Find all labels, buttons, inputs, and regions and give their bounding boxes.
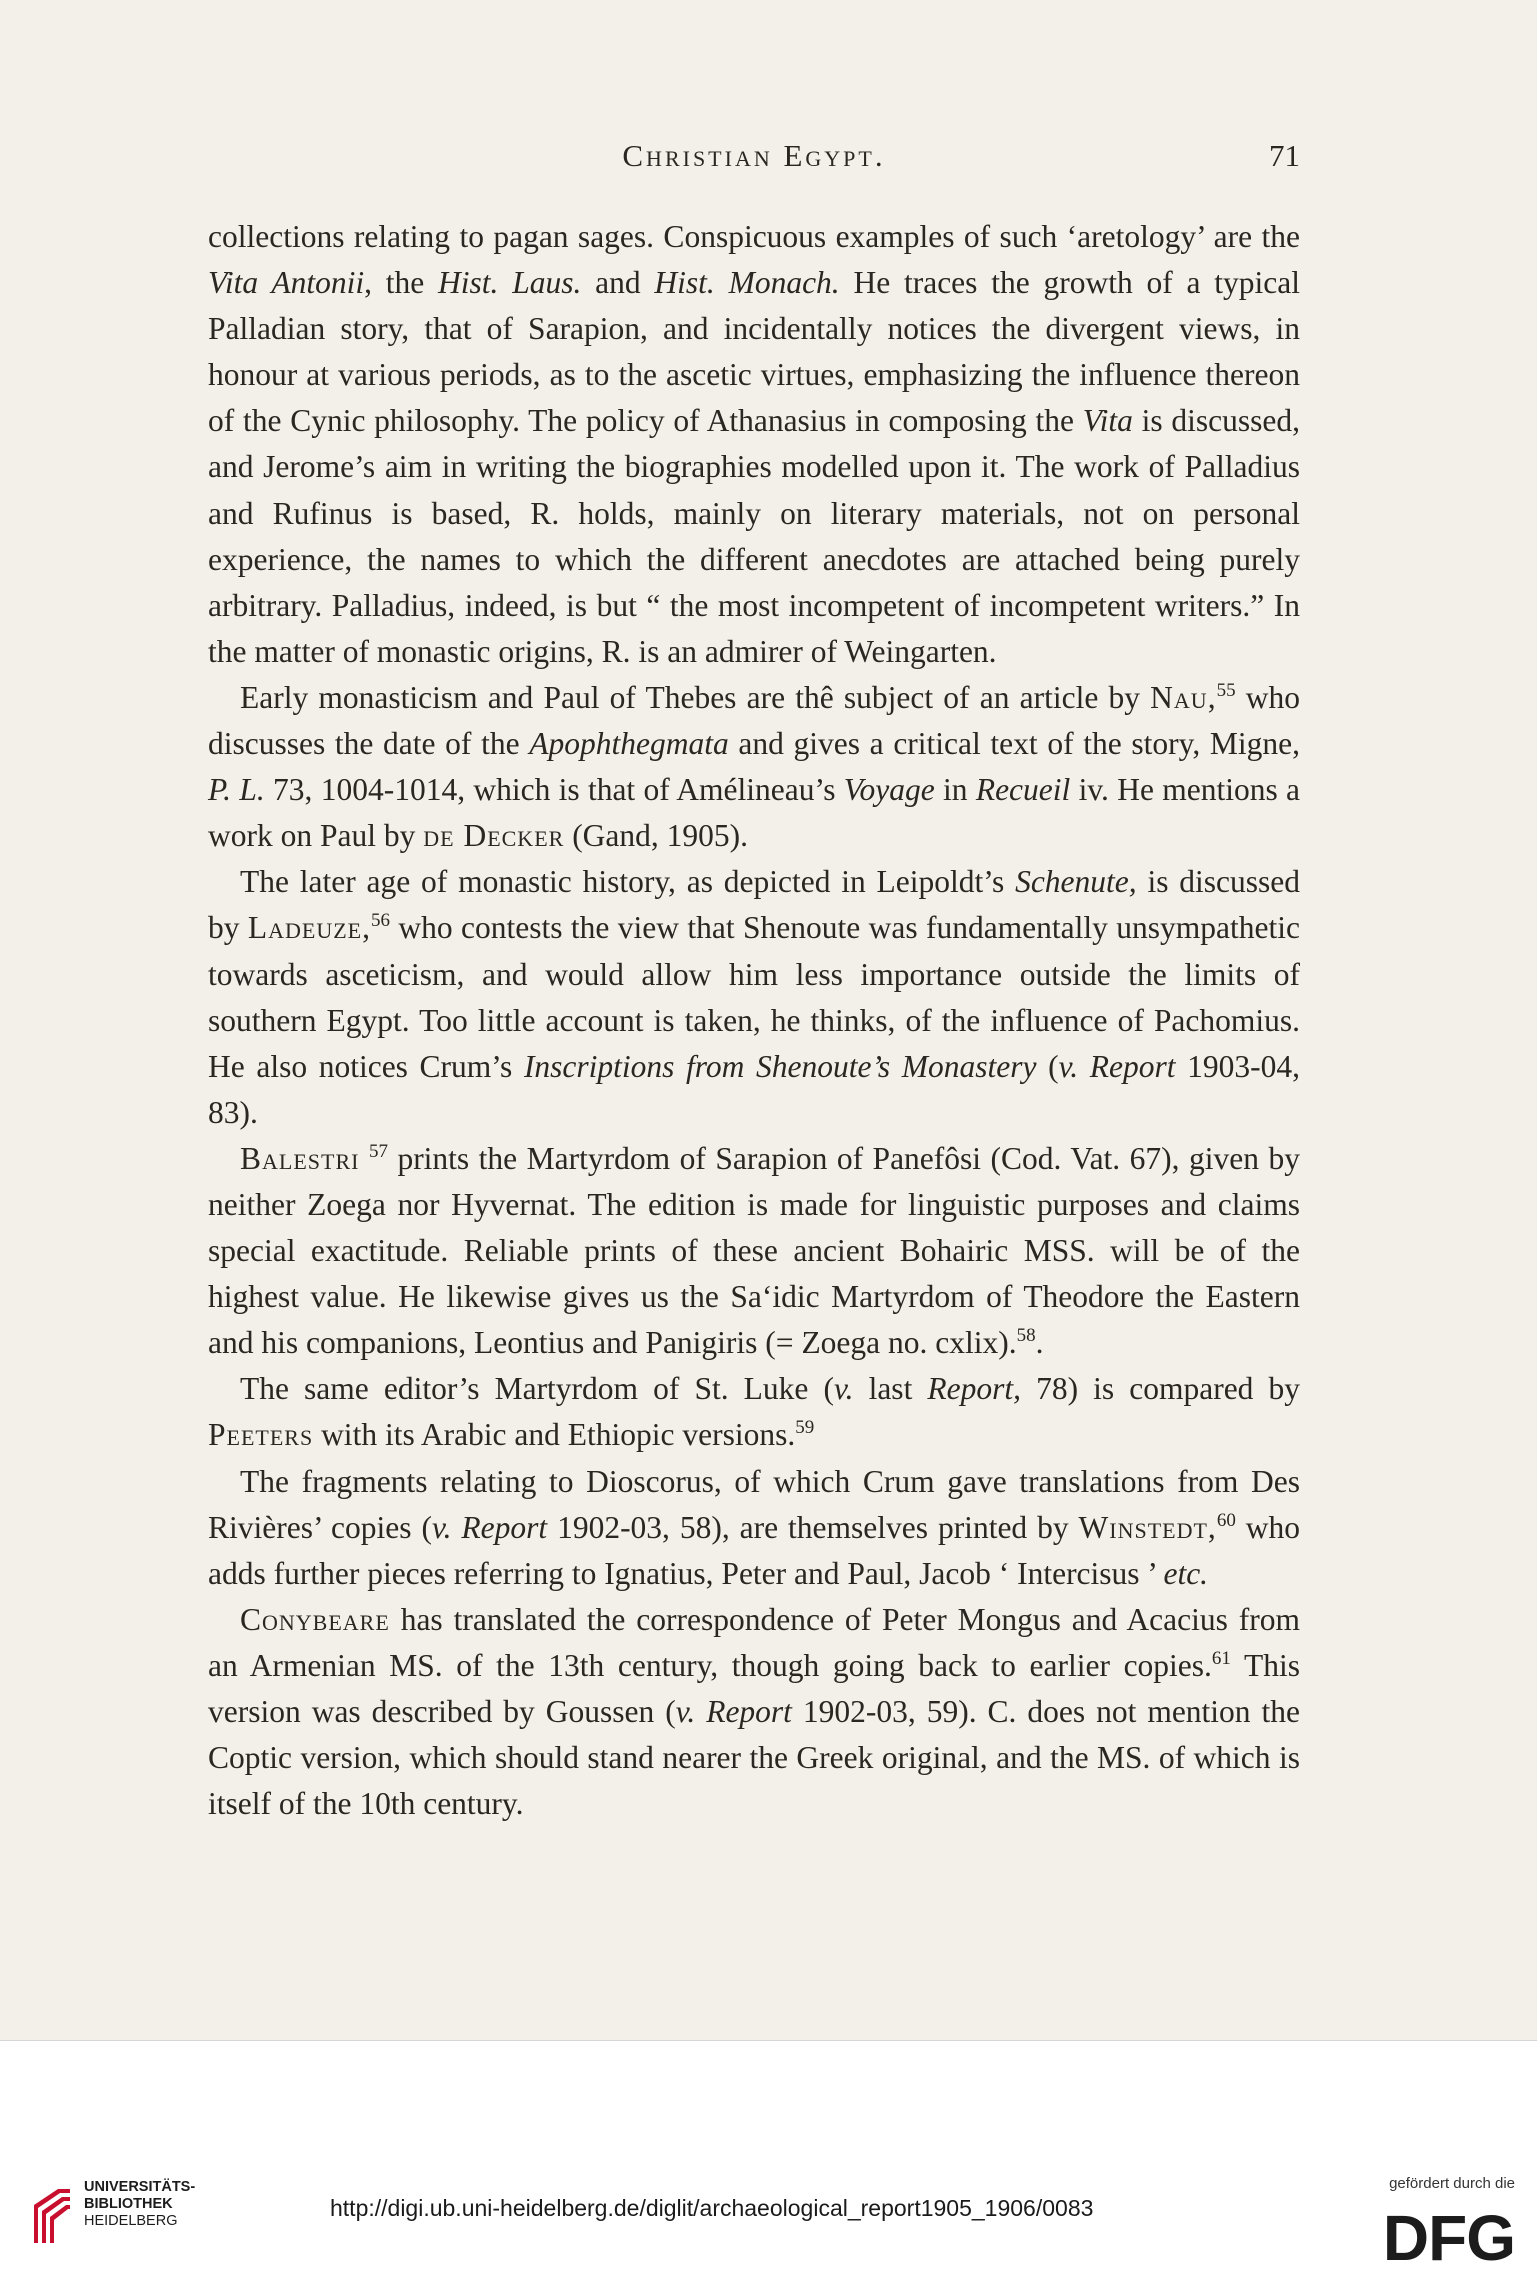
text-run: has translated the correspondence of Peter Mongus and Acacius from an Armenian MS. of the 13th century, though going back to earlier copies. <box>208 1601 1300 1683</box>
library-line: UNIVERSITÄTS- <box>84 2179 196 2195</box>
text-run: Early monasticism and Paul of Thebes are thê subject of an article by <box>240 679 1151 715</box>
italic-text: v. Report <box>675 1694 792 1729</box>
italic-text: P. L. <box>208 772 265 808</box>
text-run: The later age of monastic history, as depicted in Leipoldt’s <box>240 864 1016 900</box>
paragraph <box>208 1597 1300 1827</box>
text-run: who discusses the date of the <box>208 679 1301 762</box>
paragraph <box>208 1459 1300 1597</box>
footer-bar <box>0 2040 1537 2280</box>
italic-text: Hist. Monach. <box>654 265 840 301</box>
text-run: iv. He mentions a work on Paul by <box>208 772 1300 854</box>
paragraph <box>208 1136 1300 1366</box>
text-run: 1902-03, 58), are themselves printed by <box>547 1509 1079 1545</box>
text-run: and <box>581 265 655 301</box>
author-name: Balestri <box>240 1140 360 1176</box>
running-title: Christian Egypt. <box>622 138 886 173</box>
text-run: is discussed, and Jerome’s aim in writing the biographies modelled upon it. The work of Palladius and Rufinus is based, R. holds, mainly on literary materials, not on personal experience, the names to which the different anecdotes are attached being purely arbitrary. Palladius, indeed, is but “ the most incompetent of incompetent writers.” In the matter of monastic origins, R. is an admirer of Weingarten. <box>208 403 1300 669</box>
text-run: (Gand, 1905). <box>564 818 749 854</box>
text-run: 78) is compared by <box>1021 1371 1301 1407</box>
footnote-ref: 55 <box>1216 679 1236 701</box>
footnote-ref: 57 <box>368 1140 388 1162</box>
library-name <box>84 2179 195 2230</box>
italic-text: Schenute, <box>1015 864 1137 900</box>
paragraph <box>208 214 1300 675</box>
paragraph <box>208 1366 1300 1458</box>
author-name: Peeters <box>208 1417 314 1453</box>
text-run: ( <box>1036 1048 1059 1084</box>
italic-text: etc. <box>1163 1555 1209 1591</box>
italic-text: Report, <box>927 1371 1022 1407</box>
paragraph <box>208 675 1300 859</box>
italic-text: v. Report <box>1058 1048 1176 1084</box>
text-run: The fragments relating to Dioscorus, of which Crum gave translations from Des Rivières’ copies ( <box>208 1463 1300 1545</box>
text-run: , the <box>364 265 439 301</box>
italic-text: Vita <box>1082 403 1133 439</box>
author-name: Conybeare <box>240 1601 390 1637</box>
text-run: This version was described by Goussen ( <box>208 1647 1300 1729</box>
footnote-ref: 60 <box>1216 1509 1236 1531</box>
author-name: de Decker <box>423 818 565 854</box>
italic-text: Inscriptions from Shenoute’s Monastery <box>523 1048 1037 1084</box>
footnote-ref: 61 <box>1211 1647 1231 1669</box>
library-line: HEIDELBERG <box>84 2213 178 2229</box>
italic-text: Recueil <box>975 772 1071 808</box>
text-run: is discussed by <box>208 864 1300 946</box>
footnote-ref: 56 <box>371 910 390 932</box>
text-run: 1903-04, 83). <box>208 1048 1300 1130</box>
italic-text: Hist. Laus. <box>438 265 582 301</box>
text-run: prints the Martyrdom of Sarapion of Panefôsi (Cod. Vat. 67), given by neither Zoega nor Hyvernat. The edition is made for linguistic purposes and claims special exactitude. Reliable prints of these ancient Bohairic MSS. will be of the highest value. He likewise gives us the Sa‘idic Martyrdom of Theodore the Eastern and his companions, Leontius and Panigiris (= Zoega no. cxlix). <box>208 1140 1300 1361</box>
italic-text: v. Report <box>431 1509 548 1545</box>
italic-text: Voyage <box>843 772 935 808</box>
text-run: . <box>1035 1325 1044 1361</box>
page-header <box>208 138 1300 188</box>
text-run <box>359 1141 369 1176</box>
dfg-logo: DFG <box>1382 2202 1515 2274</box>
text-run: who adds further pieces referring to Ignatius, Peter and Paul, Jacob ‘ Intercisus ’ <box>208 1509 1300 1591</box>
italic-text: Apophthegmata <box>529 726 729 762</box>
text-run: and gives a critical text of the story, Migne, <box>728 726 1300 762</box>
text-run: last <box>853 1371 928 1407</box>
footnote-ref: 58 <box>1016 1325 1036 1347</box>
text-run: with its Arabic and Ethiopic versions. <box>313 1417 796 1453</box>
paragraph <box>208 859 1300 1136</box>
sponsor-label: gefördert durch die <box>1389 2175 1515 2192</box>
footnote-ref: 59 <box>795 1417 815 1439</box>
page-number: 71 <box>1269 138 1300 173</box>
text-run: He traces the growth of a typical Palladian story, that of Sarapion, and incidentally notices the divergent views, in honour at various periods, as to the ascetic virtues, emphasizing the influence thereon of the Cynic philosophy. The policy of Athanasius in composing the <box>208 265 1300 439</box>
permalink-url[interactable]: http://digi.ub.uni-heidelberg.de/diglit/archaeological_report1905_1906/0083 <box>330 2195 1094 2221</box>
author-name: Nau, <box>1150 679 1217 715</box>
text-run: 73, 1004-1014, which is that of Amélineau’s <box>264 772 844 808</box>
italic-text: Vita Antonii <box>208 265 365 301</box>
body-text <box>208 214 1300 1827</box>
text-run: who contests the view that Shenoute was fundamentally unsympathetic towards asceticism, and would allow him less importance outside the limits of southern Egypt. Too little account is taken, he thinks, of the influence of Pachomius. He also notices Crum’s <box>208 910 1300 1084</box>
italic-text: v. <box>833 1371 854 1407</box>
author-name: Winstedt, <box>1078 1509 1217 1545</box>
text-run: The same editor’s Martyrdom of St. Luke ( <box>240 1371 834 1407</box>
text-run: 1902-03, 59). C. does not mention the Coptic version, which should stand nearer the Greek original, and the MS. of which is itself of the 10th century. <box>208 1694 1300 1822</box>
text-run: collections relating to pagan sages. Conspicuous examples of such ‘aretology’ are the <box>208 219 1300 254</box>
library-logo-icon <box>28 2183 76 2249</box>
text-run: in <box>934 772 976 808</box>
author-name: Ladeuze, <box>247 910 371 946</box>
library-line: BIBLIOTHEK <box>84 2196 173 2212</box>
